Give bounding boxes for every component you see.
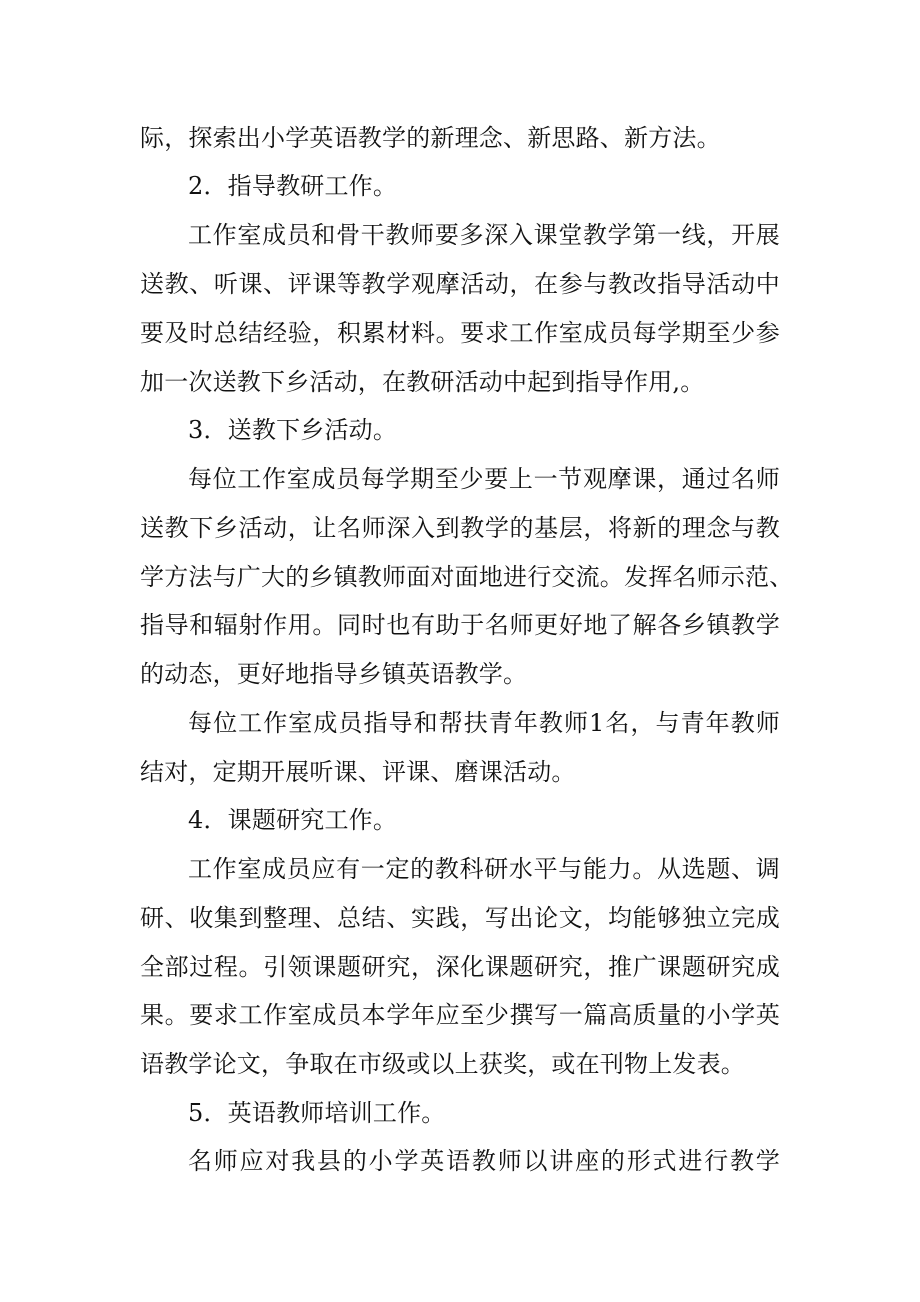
text-line: 语教学论文，争取在市级或以上获奖，或在刊物上发表。 (140, 1050, 745, 1078)
text-line: 工作室成员应有一定的教科研水平与能力。从选题、调 (188, 855, 780, 883)
text-line: 际，探索出小学英语教学的新理念、新思路、新方法。 (140, 124, 721, 152)
text-line: 研、收集到整理、总结、实践，写出论文，均能够独立完成 (140, 904, 780, 932)
text-line: 每位工作室成员每学期至少要上一节观摩课，通过名师 (188, 465, 780, 493)
text-line: 名师应对我县的小学英语教师以讲座的形式进行教学 (188, 1147, 780, 1175)
text-line: 指导和辐射作用。同时也有助于名师更好地了解各乡镇教学 (140, 611, 780, 639)
text-line: 送教下乡活动，让名师深入到教学的基层，将新的理念与教 (140, 514, 780, 542)
text-line: 学方法与广大的乡镇教师面对面地进行交流。发挥名师示范、 (140, 563, 794, 591)
section-heading: 2．指导教研工作。 (188, 172, 398, 200)
text-line: 结对，定期开展听课、评课、磨课活动。 (140, 758, 576, 786)
text-line: 工作室成员和骨干教师要多深入课堂教学第一线，开展 (188, 221, 780, 249)
text-line: 送教、听课、评课等教学观摩活动，在参与教改指导活动中 (140, 270, 780, 298)
text-line: 全部过程。引领课题研究，深化课题研究，推广课题研究成 (140, 953, 780, 981)
text-line: 每位工作室成员指导和帮扶青年教师1名，与青年教师 (188, 709, 780, 737)
section-heading: 4．课题研究工作。 (188, 806, 398, 834)
text-line: 要及时总结经验，积累材料。要求工作室成员每学期至少参 (140, 319, 780, 347)
text-line: 果。要求工作室成员本学年应至少撰写一篇高质量的小学英 (140, 1001, 780, 1029)
section-heading: 5．英语教师培训工作。 (188, 1099, 446, 1127)
text-line: 的动态，更好地指导乡镇英语教学。 (140, 660, 528, 688)
text-line: 加一次送教下乡活动，在教研活动中起到指导作用,。 (140, 368, 705, 396)
section-heading: 3．送教下乡活动。 (188, 416, 398, 444)
